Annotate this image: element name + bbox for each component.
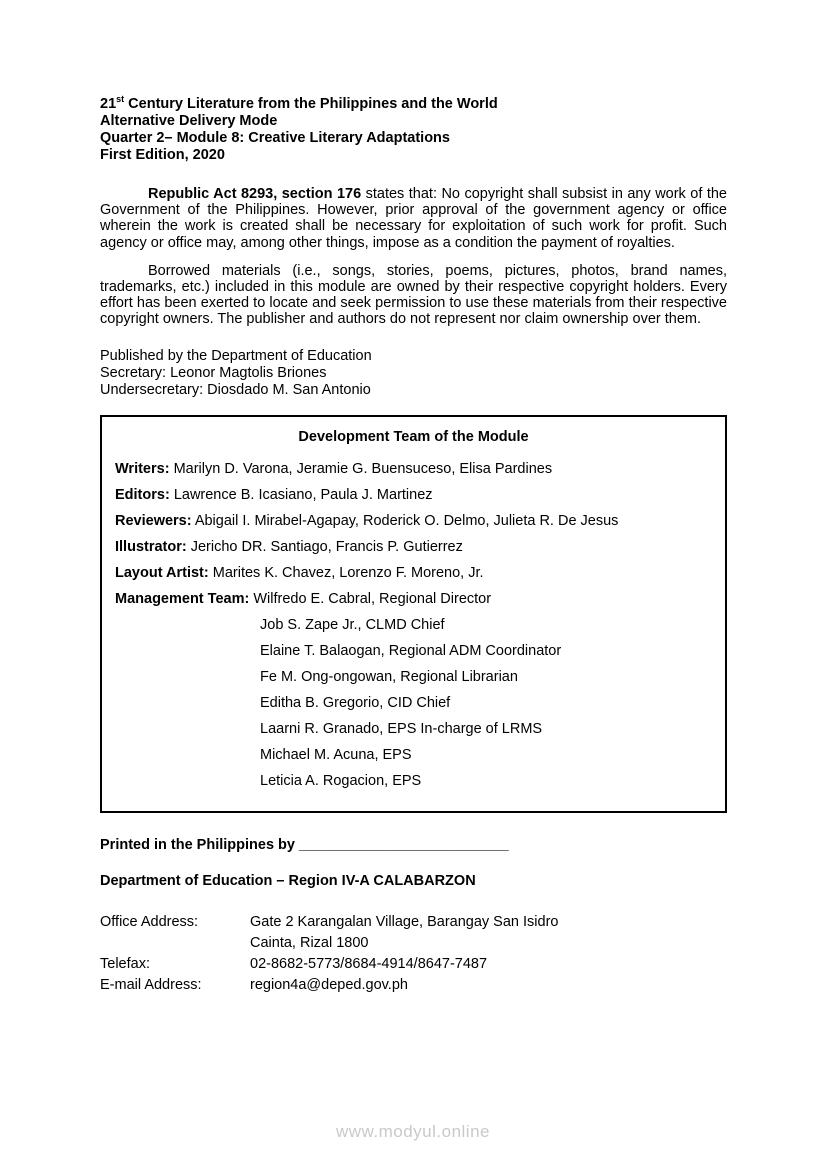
layout-artist-row (115, 560, 712, 586)
module-delivery-mode: Alternative Delivery Mode (100, 113, 278, 129)
office-address-value (250, 912, 727, 954)
printed-in-label: Printed in the Philippines by (100, 836, 299, 853)
management-member: Editha B. Gregorio, CID Chief (260, 694, 451, 711)
email-label: E-mail Address: (100, 976, 202, 993)
editors-label: Editors: (115, 486, 170, 503)
printed-in-line (100, 837, 727, 854)
published-by-line: Published by the Department of Education (100, 347, 372, 364)
illustrator-label: Illustrator: (115, 538, 187, 555)
editors-row (115, 482, 712, 508)
management-member: Elaine T. Balaogan, Regional ADM Coordinator (260, 642, 562, 659)
module-quarter-line: Quarter 2– Module 8: Creative Literary Adaptations (100, 130, 450, 146)
module-title-post: Century Literature from the Philippines and the World (124, 96, 498, 112)
layout-artist-label: Layout Artist: (115, 564, 209, 581)
reviewers-value: Abigail I. Mirabel-Agapay, Roderick O. Delmo, Julieta R. De Jesus (194, 512, 619, 529)
module-header (100, 96, 727, 164)
management-team-label: Management Team: (115, 590, 250, 607)
illustrator-value: Jericho DR. Santiago, Francis P. Gutierrez (190, 538, 463, 555)
illustrator-row (115, 534, 712, 560)
management-team-row (115, 586, 712, 612)
telefax-value: 02-8682-5773/8684-4914/8647-7487 (250, 955, 488, 972)
watermark-text: www.modyul.online (335, 1122, 490, 1141)
writers-label: Writers: (115, 460, 170, 477)
module-title (100, 96, 727, 113)
email-value: region4a@deped.gov.ph (250, 976, 408, 993)
copyright-paragraph-1 (100, 186, 727, 251)
management-member: Leticia A. Rogacion, EPS (260, 772, 422, 789)
module-title-pre: 21 (100, 96, 117, 112)
undersecretary-line: Undersecretary: Diosdado M. San Antonio (100, 381, 371, 398)
office-address-label: Office Address: (100, 913, 199, 930)
republic-act-body: states that: No copyright shall subsist in any work of the Government of the Philippines. However, prior approval of the government agency or office wherein the work is created shall be necessary for exploitation of such work for profit. Such agency or office may, among other things, impose as a condition the payment of royalties. (100, 186, 727, 251)
management-team-value: Wilfredo E. Cabral, Regional Director (253, 590, 492, 607)
printed-in-blank: __________________________ (299, 836, 509, 853)
copyright-paragraph-2: Borrowed materials (i.e., songs, stories, poems, pictures, photos, brand names, trademarks, etc.) included in this module are owned by their respective copyright holders. Every effort has been exerted to locate and seek permission to use these materials from their respective copyright owners. The publisher and authors do not represent nor claim ownership over them. (100, 262, 727, 328)
telefax-row (100, 954, 727, 975)
contact-block (100, 912, 727, 996)
publisher-block (100, 348, 727, 399)
secretary-line: Secretary: Leonor Magtolis Briones (100, 364, 327, 381)
module-edition-line: First Edition, 2020 (100, 147, 225, 163)
module-title-superscript: st (116, 94, 125, 105)
writers-value: Marilyn D. Varona, Jeramie G. Buensuceso, Elisa Pardines (173, 460, 553, 477)
writers-row (115, 456, 712, 482)
page-content (100, 96, 727, 996)
office-address-row (100, 912, 727, 954)
development-team-title: Development Team of the Module (298, 428, 529, 445)
office-address-line-2: Cainta, Rizal 1800 (250, 934, 369, 951)
management-member: Michael M. Acuna, EPS (260, 746, 412, 763)
department-region-line: Department of Education – Region IV-A CALABARZON (100, 872, 476, 889)
development-team-box (100, 415, 727, 813)
republic-act-lead: Republic Act 8293, section 176 (148, 186, 362, 202)
office-address-line-1: Gate 2 Karangalan Village, Barangay San Isidro (250, 913, 559, 930)
management-member: Job S. Zape Jr., CLMD Chief (260, 616, 445, 633)
layout-artist-value: Marites K. Chavez, Lorenzo F. Moreno, Jr. (212, 564, 484, 581)
reviewers-row (115, 508, 712, 534)
management-member: Laarni R. Granado, EPS In-charge of LRMS (260, 720, 543, 737)
telefax-label: Telefax: (100, 955, 150, 972)
email-row (100, 975, 727, 996)
management-member: Fe M. Ong-ongowan, Regional Librarian (260, 668, 518, 685)
editors-value: Lawrence B. Icasiano, Paula J. Martinez (173, 486, 433, 503)
reviewers-label: Reviewers: (115, 512, 192, 529)
